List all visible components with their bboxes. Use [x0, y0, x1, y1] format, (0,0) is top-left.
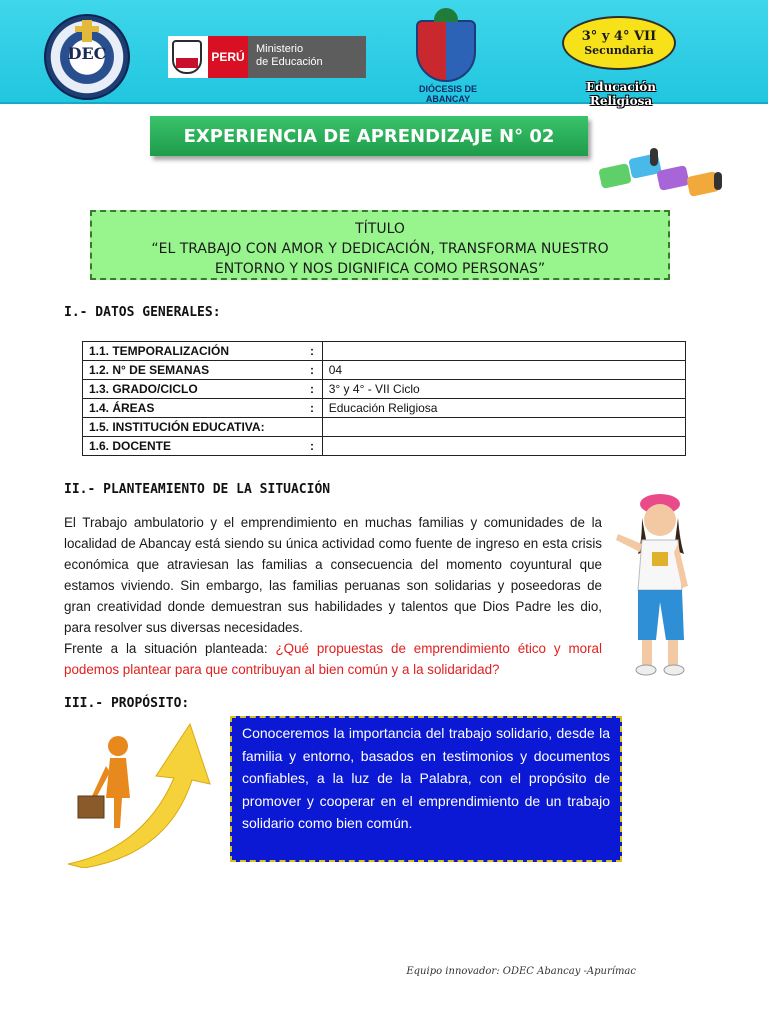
row-colon: :	[302, 361, 322, 380]
ministry-logo	[168, 36, 366, 78]
grade-line1: 3° y 4° VII	[581, 29, 657, 44]
table-row	[83, 418, 686, 437]
situation-paragraph: El Trabajo ambulatorio y el emprendimiento en muchas familias y comunidades de la localidad de Abancay está siendo su única actividad como fuente de ingreso en esta crisis económica que atraviesan las familias a consecuencia del momento coyuntural que estamos viviendo. Sin embargo, las familias peruanas son solidarias y poseedoras de gran creatividad donde demuestran sus habilidades y talentos que Dios Padre les dio, para resolver sus diversas necesidades.	[64, 515, 602, 635]
table-row	[83, 342, 686, 361]
title-label: TÍTULO	[355, 221, 405, 237]
section2-heading: II.- PLANTEAMIENTO DE LA SITUACIÓN	[64, 482, 331, 497]
grade-line2: Secundaria	[584, 44, 654, 57]
row-label: 1.4. ÁREAS	[83, 399, 303, 418]
row-label: 1.6. DOCENTE	[83, 437, 303, 456]
row-value	[322, 418, 685, 437]
row-colon: :	[302, 437, 322, 456]
table-row	[83, 380, 686, 399]
girl-illustration	[612, 490, 704, 676]
puzzle-people-illustration	[596, 148, 736, 206]
row-label: 1.1. TEMPORALIZACIÓN	[83, 342, 303, 361]
peru-label: PERÚ	[208, 36, 248, 78]
diocese-label: DIÓCESIS DE ABANCAY	[418, 84, 477, 104]
diocese-shield-icon	[416, 20, 476, 82]
climbing-arrow-illustration	[64, 718, 220, 868]
row-label: 1.2. N° DE SEMANAS	[83, 361, 303, 380]
title-line1: “EL TRABAJO CON AMOR Y DEDICACIÓN, TRANSFORMA NUESTRO	[151, 241, 609, 257]
row-colon: :	[302, 399, 322, 418]
row-label: 1.5. INSTITUCIÓN EDUCATIVA:	[83, 418, 303, 437]
ministry-name	[248, 36, 366, 78]
situation-question: ¿Qué propuestas de emprendimiento ético y moral podemos plantear para que contribuyan al bien común y a la solidaridad?	[64, 641, 602, 677]
row-value: 3° y 4° - VII Ciclo	[322, 380, 685, 399]
row-colon: :	[302, 380, 322, 399]
course-label: Educación Religiosa	[586, 80, 656, 108]
experience-title: EXPERIENCIA DE APRENDIZAJE N° 02	[150, 116, 588, 156]
row-value	[322, 342, 685, 361]
row-label: 1.3. GRADO/CICLO	[83, 380, 303, 399]
situation-text	[64, 512, 602, 680]
header-banner	[0, 0, 768, 108]
row-value: Educación Religiosa	[322, 399, 685, 418]
section1-heading: I.- DATOS GENERALES:	[64, 305, 221, 320]
peru-shield-icon	[172, 40, 202, 74]
general-data-table	[82, 341, 686, 456]
cross-icon	[82, 20, 92, 42]
table-row	[83, 437, 686, 456]
ministry-line2: de Educación	[256, 56, 323, 68]
purpose-box: Conoceremos la importancia del trabajo solidario, desde la familia y entorno, basados en testimonios y documentos confiables, a la luz de la Palabra, con el propósito de promover y cooperar en el emprendimiento de un trabajo solidario como bien común.	[230, 716, 622, 862]
grade-badge	[562, 16, 676, 70]
title-box	[90, 210, 670, 280]
row-value	[322, 437, 685, 456]
table-row	[83, 361, 686, 380]
row-value: 04	[322, 361, 685, 380]
odec-logo-text: DEC	[67, 44, 107, 63]
ministry-line1: Ministerio	[256, 43, 304, 55]
title-line2: ENTORNO Y NOS DIGNIFICA COMO PERSONAS”	[214, 261, 546, 277]
section3-heading: III.- PROPÓSITO:	[64, 696, 190, 711]
table-row	[83, 399, 686, 418]
row-colon: :	[302, 342, 322, 361]
footer-credit: Equipo innovador: ODEC Abancay -Apurímac	[406, 966, 636, 977]
situation-prompt: Frente a la situación planteada:	[64, 641, 268, 656]
row-colon	[302, 418, 322, 437]
